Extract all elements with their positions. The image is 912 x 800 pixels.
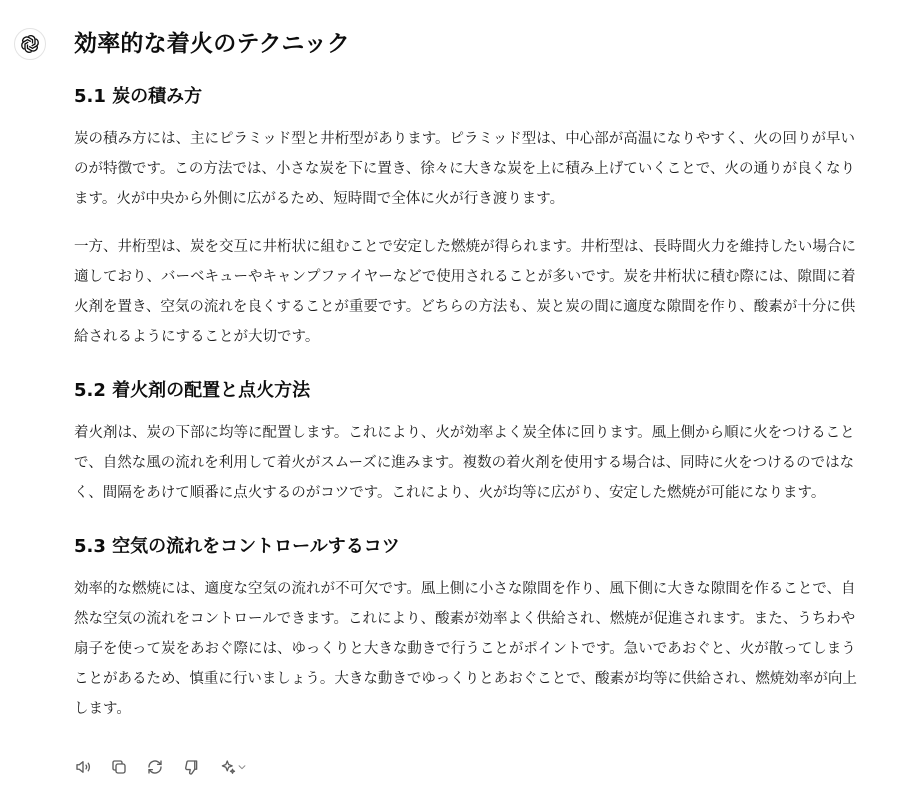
regenerate-icon — [146, 758, 164, 776]
chevron-down-icon — [237, 762, 247, 772]
bad-response-button[interactable] — [180, 756, 202, 778]
read-aloud-button[interactable] — [72, 756, 94, 778]
assistant-logo-icon — [20, 34, 40, 54]
section-heading-airflow-control: 5.3 空気の流れをコントロールするコツ — [74, 536, 400, 557]
paragraph: 効率的な燃焼には、適度な空気の流れが不可欠です。風上側に小さな隙間を作り、風下側に大きな隙間を作ることで、自然な空気の流れをコントロールできます。これにより、酸素が効率よく供給され、燃焼が促進されます。また、うちわや扇子を使って炭をあおぐ際には、ゆっくりと大きな動きで行うことがポイントです。急いであおぐと、火が散ってしまうことがあるため、慎重に行いましょう。大きな動きでゆっくりとあおぐことで、酸素が均等に供給され、燃焼効率が向上します。 — [74, 581, 857, 717]
message-title: 効率的な着火のテクニック — [74, 31, 351, 57]
speaker-icon — [74, 758, 92, 776]
paragraph: 着火剤は、炭の下部に均等に配置します。これにより、火が効率よく炭全体に回ります。風上側から順に火をつけることで、自然な風の流れを利用して着火がスムーズに進みます。複数の着火剤を使用する場合は、同時に火をつけるのではなく、間隔をあけて順番に点火するのがコツです。これにより、火が均等に広がり、安定した燃焼が可能になります。 — [74, 425, 855, 501]
section-heading-igniter-placement: 5.2 着火剤の配置と点火方法 — [74, 380, 311, 401]
sparkle-model-icon — [219, 758, 237, 776]
thumbs-down-icon — [182, 758, 200, 776]
assistant-message — [74, 26, 864, 724]
copy-icon — [110, 758, 128, 776]
switch-model-button[interactable] — [216, 756, 250, 778]
section-heading-charcoal-stacking: 5.1 炭の積み方 — [74, 86, 203, 107]
assistant-avatar — [14, 28, 46, 60]
message-action-bar — [72, 756, 250, 778]
copy-button[interactable] — [108, 756, 130, 778]
paragraph: 一方、井桁型は、炭を交互に井桁状に組むことで安定した燃焼が得られます。井桁型は、長時間火力を維持したい場合に適しており、バーベキューやキャンプファイヤーなどで使用されることが多いです。炭を井桁状に積む際には、隙間に着火剤を置き、空気の流れを良くすることが重要です。どちらの方法も、炭と炭の間に適度な隙間を作り、酸素が十分に供給されるようにすることが大切です。 — [74, 239, 856, 345]
regenerate-button[interactable] — [144, 756, 166, 778]
paragraph: 炭の積み方には、主にピラミッド型と井桁型があります。ピラミッド型は、中心部が高温になりやすく、火の回りが早いのが特徴です。この方法では、小さな炭を下に置き、徐々に大きな炭を上に積み上げていくことで、火の通りが良くなります。火が中央から外側に広がるため、短時間で全体に火が行き渡ります。 — [74, 131, 855, 207]
